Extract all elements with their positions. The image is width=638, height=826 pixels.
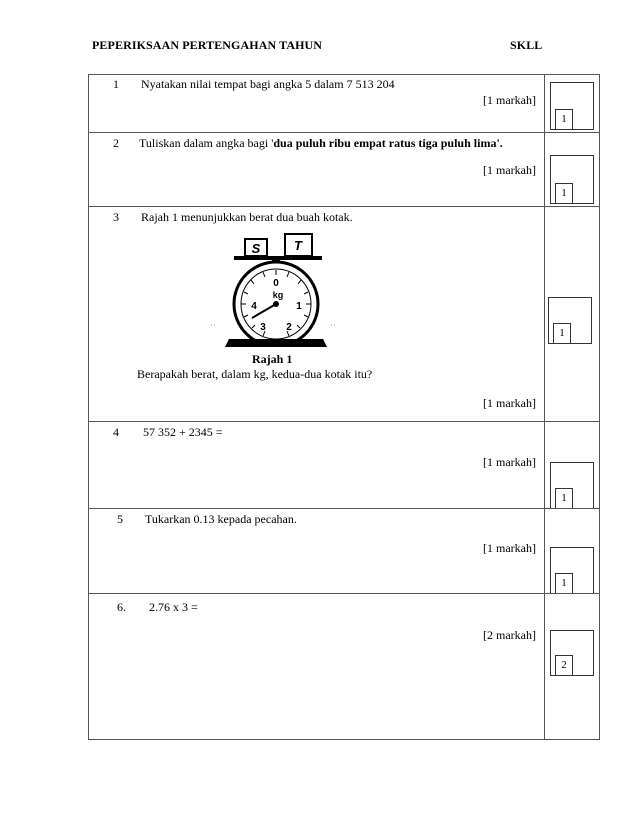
question-row-5 bbox=[89, 508, 599, 593]
school-code: SKLL bbox=[510, 38, 543, 52]
question-text-plain: Tuliskan dalam angka bagi ' bbox=[139, 136, 274, 150]
needle-pivot bbox=[273, 301, 279, 307]
question-number: 2 bbox=[113, 136, 119, 150]
marks-label: [1 markah] bbox=[483, 93, 536, 107]
scale-base bbox=[225, 339, 327, 347]
scale-plate bbox=[234, 256, 322, 260]
dial-label-1: 1 bbox=[296, 301, 302, 312]
score-value: 1 bbox=[555, 183, 573, 203]
dial-label-3: 3 bbox=[260, 322, 266, 333]
question-number: 5 bbox=[117, 512, 123, 526]
question-row-2 bbox=[89, 132, 599, 206]
score-box[interactable] bbox=[548, 297, 592, 344]
score-value: 1 bbox=[555, 488, 573, 508]
question-text: 2.76 x 3 = bbox=[149, 600, 198, 614]
question-row-3 bbox=[89, 206, 599, 421]
question-text bbox=[139, 136, 503, 151]
question-row-4 bbox=[89, 421, 599, 508]
question-text: 57 352 + 2345 = bbox=[143, 425, 223, 439]
question-row-6 bbox=[89, 593, 599, 739]
box-s-label: S bbox=[251, 241, 261, 256]
question-subtext: Berapakah berat, dalam kg, kedua-dua kotak itu? bbox=[137, 367, 373, 381]
question-number: 6. bbox=[117, 600, 126, 614]
marks-label: [1 markah] bbox=[483, 163, 536, 177]
dial-label-2: 2 bbox=[286, 322, 292, 333]
score-value: 1 bbox=[555, 109, 573, 129]
exam-title: PEPERIKSAAN PERTENGAHAN TAHUN bbox=[92, 38, 323, 52]
question-number: 4 bbox=[113, 425, 119, 439]
score-box[interactable] bbox=[550, 462, 594, 509]
dial-label-0: 0 bbox=[273, 278, 279, 289]
question-text: Tukarkan 0.13 kepada pecahan. bbox=[145, 512, 297, 526]
unit-label: kg bbox=[272, 290, 284, 300]
weighing-scale-figure bbox=[209, 229, 337, 347]
marks-label: [2 markah] bbox=[483, 628, 536, 642]
question-text-bold: dua puluh ribu empat ratus tiga puluh lima'. bbox=[273, 136, 503, 150]
question-text: Nyatakan nilai tempat bagi angka 5 dalam 7 513 204 bbox=[141, 77, 395, 91]
score-box[interactable] bbox=[550, 547, 594, 594]
figure-caption: Rajah 1 bbox=[252, 352, 293, 366]
score-box[interactable] bbox=[550, 630, 594, 676]
score-value: 1 bbox=[555, 573, 573, 593]
score-box[interactable] bbox=[550, 82, 594, 130]
score-value: 2 bbox=[555, 655, 573, 675]
marks-label: [1 markah] bbox=[483, 455, 536, 469]
marks-label: [1 markah] bbox=[483, 396, 536, 410]
question-row-1 bbox=[89, 75, 599, 132]
score-value: 1 bbox=[553, 323, 571, 343]
score-box[interactable] bbox=[550, 155, 594, 204]
question-number: 1 bbox=[113, 77, 119, 91]
dial-label-4: 4 bbox=[251, 301, 257, 312]
box-t-label: T bbox=[294, 238, 302, 253]
question-text: Rajah 1 menunjukkan berat dua buah kotak. bbox=[141, 210, 353, 224]
question-number: 3 bbox=[113, 210, 119, 224]
marks-label: [1 markah] bbox=[483, 541, 536, 555]
question-table bbox=[88, 74, 600, 740]
